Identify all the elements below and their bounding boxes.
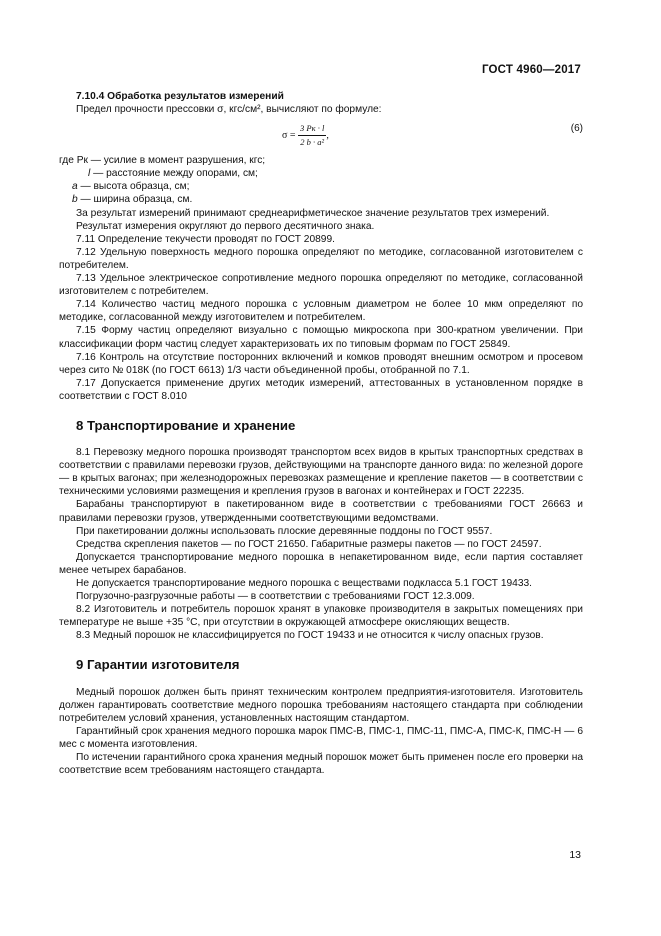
- page-number: 13: [569, 849, 581, 861]
- clause-7-17: 7.17 Допускается применение других методик измерений, аттестованных в установленном порядке в соответствии с ГОСТ 8.010: [59, 377, 583, 402]
- paragraph: По истечении гарантийного срока хранения медный порошок может быть применен после его проверки на соответствие всем требованиям настоящего стандарта.: [59, 752, 583, 777]
- subsection-title-7-10-4: 7.10.4 Обработка результатов измерений: [76, 91, 284, 102]
- definition-row: [59, 154, 583, 167]
- clause-8-2: 8.2 Изготовитель и потребитель порошок хранят в упаковке производителя в закрытых помещениях при температуре не выше +35 °С, при отсутствии в окружающей атмосфере окисляющих веществ.: [59, 604, 583, 629]
- paragraph: Гарантийный срок хранения медного порошка марок ПМС-В, ПМС-1, ПМС-11, ПМС-А, ПМС-К, ПМС-Н — 6 мес с момента изготовления.: [59, 725, 583, 750]
- paragraph: При пакетировании должны использовать плоские деревянные поддоны по ГОСТ 9557.: [76, 525, 493, 537]
- definition-symbol: где Pк: [59, 155, 88, 167]
- clause-7-12: 7.12 Удельную поверхность медного порошка определяют по методике, согласованной изготовителем с потребителем.: [59, 246, 583, 271]
- definition-row: [88, 167, 583, 180]
- definition-row: [72, 180, 583, 193]
- formula-fraction: [298, 122, 326, 149]
- section-heading-9: 9 Гарантии изготовителя: [76, 657, 240, 673]
- paragraph: Медный порошок должен быть принят техническим контролем предприятия-изготовителя. Изготовитель должен гарантировать соответствие медного порошка требованиям настоящего стандарта при соблюдении потребителем условий хранения, установленных настоящим стандартом.: [59, 686, 583, 724]
- formula-number: (6): [570, 123, 583, 135]
- definition-symbol: l: [88, 168, 91, 180]
- paragraph: Допускается транспортирование медного порошка в непакетированном виде, если партия составляет менее четырех барабанов.: [59, 551, 583, 576]
- definition-text: — ширина образца, см.: [77, 194, 193, 206]
- paragraph: Результат измерения округляют до первого десятичного знака.: [76, 220, 375, 232]
- formula-6: [59, 116, 583, 152]
- formula-numerator: 3 Pк · l: [298, 122, 326, 136]
- formula-lhs: σ =: [282, 130, 296, 142]
- paragraph: Средства скрепления пакетов — по ГОСТ 21650. Габаритные размеры пакетов — по ГОСТ 24597.: [76, 538, 542, 550]
- formula-definitions: [59, 154, 583, 206]
- formula-expression: [282, 122, 329, 149]
- definition-text: — расстояние между опорами, см;: [90, 168, 258, 180]
- paragraph: Не допускается транспортирование медного порошка с веществами подкласса 5.1 ГОСТ 19433.: [76, 578, 532, 589]
- clause-8-1: 8.1 Перевозку медного порошка производят транспортом всех видов в крытых транспортных средствах в соответствии с правилами перевозки грузов, действующими на транспорте данного вида: по железной дороге — в крытых вагонах; при железнодорожных перевозках размещение и крепление пакетов — в соответствии с техническими условиями размещения и крепления грузов в вагонах и контейнерах и ГОСТ 22235.: [59, 447, 583, 498]
- document-body: [59, 90, 583, 777]
- paragraph: За результат измерений принимают среднеарифметическое значение результатов трех измерений.: [76, 207, 550, 219]
- formula-intro: Предел прочности прессовки σ, кгс/см², вычисляют по формуле:: [76, 104, 382, 116]
- clause-7-11: 7.11 Определение текучести проводят по ГОСТ 20899.: [76, 233, 335, 245]
- definition-text: — усилие в момент разрушения, кгс;: [87, 155, 266, 167]
- formula-denominator: 2 b · a²: [300, 137, 325, 148]
- definition-symbol: a: [72, 181, 78, 193]
- clause-7-13: 7.13 Удельное электрическое сопротивление медного порошка определяют по методике, согласованной изготовителем с потребителем.: [59, 273, 583, 298]
- definition-row: [72, 193, 583, 206]
- document-id-header: ГОСТ 4960—2017: [481, 64, 581, 76]
- definition-symbol: b: [72, 194, 78, 206]
- formula-tail: ,: [326, 130, 329, 142]
- clause-7-15: 7.15 Форму частиц определяют визуально с помощью микроскопа при 300-кратном увеличении. При классификации форм частиц следует характеризовать их по типовым формам по ГОСТ 25849.: [59, 325, 583, 350]
- clause-8-3: 8.3 Медный порошок не классифицируется по ГОСТ 19433 и не относится к числу опасных грузов.: [76, 630, 544, 642]
- section-heading-8: 8 Транспортирование и хранение: [76, 417, 296, 433]
- clause-7-14: 7.14 Количество частиц медного порошка с условным диаметром не более 10 мкм определяют по методике, согласованной между изготовителем и потребителем.: [59, 299, 583, 324]
- paragraph: Барабаны транспортируют в пакетированном виде в соответствии с требованиями ГОСТ 26663 и правилами перевозки грузов, утвержденными соответствующими ведомствами.: [59, 499, 583, 524]
- clause-7-16: 7.16 Контроль на отсутствие посторонних включений и комков проводят внешним осмотром и просевом через сито № 018К (по ГОСТ 6613) 1/3 части объединенной пробы, отобранной по 7.1.: [59, 351, 583, 376]
- definition-text: — высота образца, см;: [77, 181, 190, 193]
- paragraph: Погрузочно-разгрузочные работы — в соответствии с требованиями ГОСТ 12.3.009.: [76, 591, 475, 603]
